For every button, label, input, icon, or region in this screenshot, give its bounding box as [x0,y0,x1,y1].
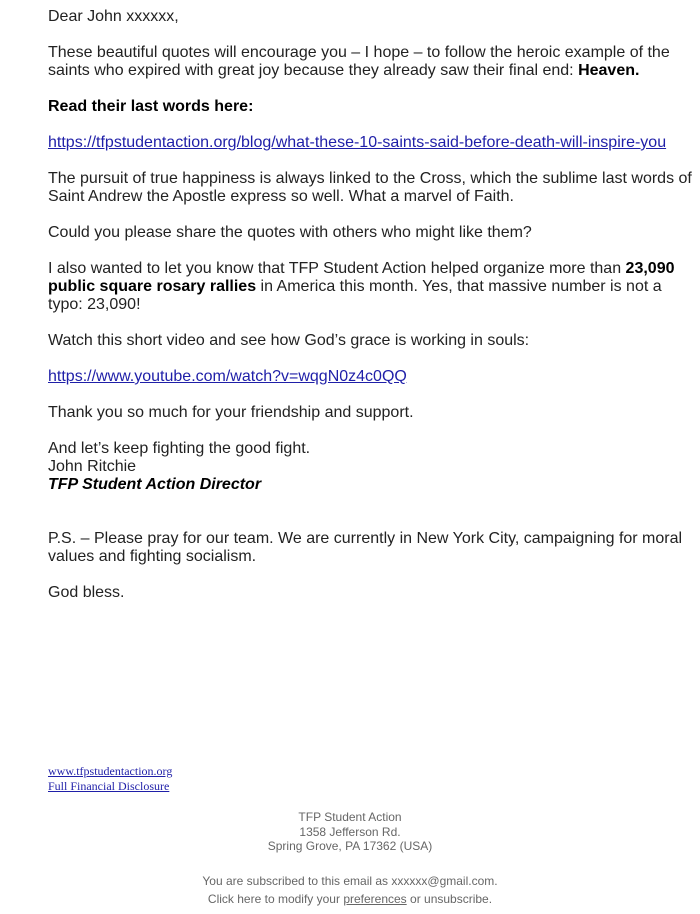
website-link[interactable]: www.tfpstudentaction.org [48,764,173,778]
intro-bold: Heaven. [578,62,640,79]
email-body [48,8,698,602]
signature-title: TFP Student Action Director [48,476,262,493]
intro-text: These beautiful quotes will encourage you – I hope – to follow the heroic example of the saints who expired with great joy because they already saw their final end: [48,44,670,79]
rallies-paragraph: I also wanted to let you know that TFP Student Action helped organize more than 23,090 public square rosary rallies in America this month. Yes, that massive number is not a typo: 23,090! [48,260,675,313]
preferences-link[interactable]: preferences [343,892,407,906]
saints-article-link[interactable]: https://tfpstudentaction.org/blog/what-these-10-saints-said-before-death-will-inspire-you [48,134,667,151]
street-address: 1358 Jefferson Rd. [299,824,401,839]
intro-paragraph [48,44,698,80]
ps-paragraph: P.S. – Please pray for our team. We are currently in New York City, campaigning for moral values and fighting socialism. [48,530,683,565]
share-paragraph: Could you please share the quotes with others who might like them? [48,224,532,241]
video-paragraph: Watch this short video and see how God’s grace is working in souls: [48,332,530,349]
subscribed-text: You are subscribed to this email as xxxxxx@gmail.com. [202,874,498,888]
bless-paragraph: God bless. [48,584,125,601]
footer-links [48,764,172,794]
thanks-paragraph: Thank you so much for your friendship and support. [48,404,414,421]
link1-paragraph [48,134,698,152]
link2-paragraph [48,368,698,386]
subscription-info [0,872,700,908]
footer-address [0,810,700,854]
youtube-video-link[interactable]: https://www.youtube.com/watch?v=wqgN0z4c0QQ [48,368,407,385]
greeting: Dear John xxxxxx, [48,8,179,25]
org-name: TFP Student Action [298,810,402,824]
city-address: Spring Grove, PA 17362 (USA) [267,839,433,853]
rallies-bold: 23,090 public square rosary rallies [48,260,675,295]
fight-paragraph: And let’s keep fighting the good fight. [48,440,311,457]
signature-name: John Ritchie [48,458,137,475]
read-heading: Read their last words here: [48,98,254,115]
modify-text: Click here to modify your preferences or unsubscribe. [207,892,493,906]
happiness-paragraph: The pursuit of true happiness is always linked to the Cross, which the sublime last words of Saint Andrew the Apostle express so well. What a marvel of Faith. [48,170,692,205]
financial-disclosure-link[interactable]: Full Financial Disclosure [48,779,170,793]
